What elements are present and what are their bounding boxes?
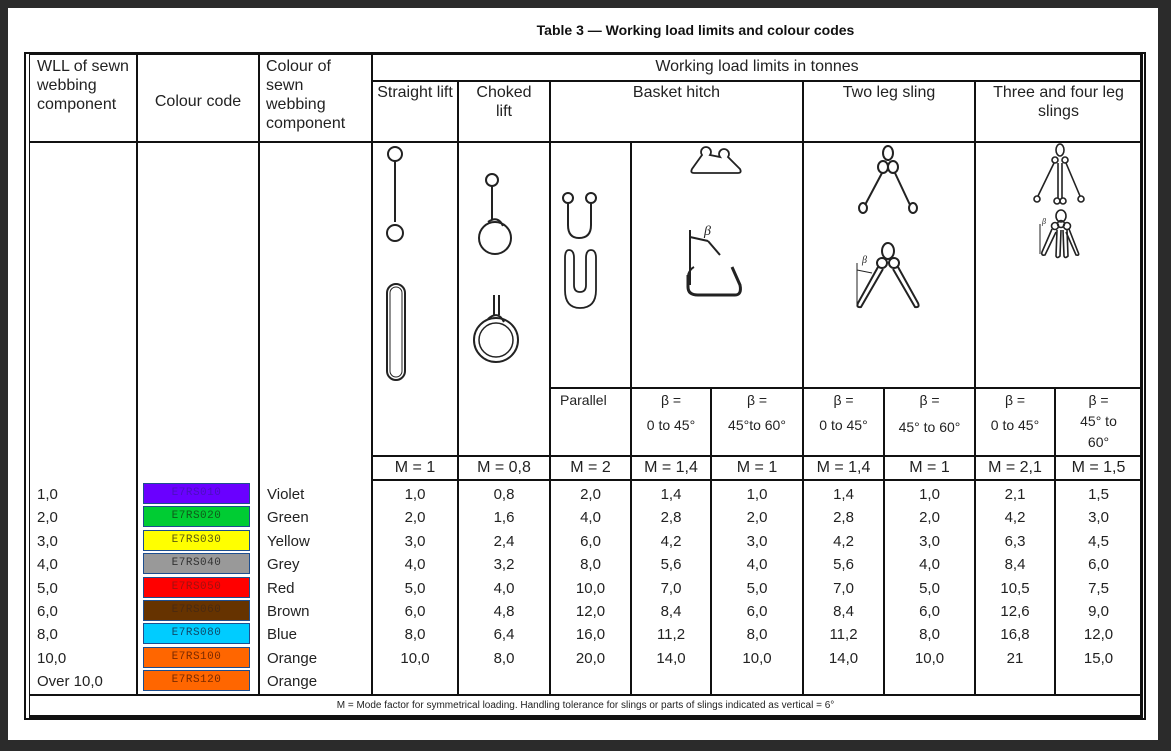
colour-swatch-orange: E7RS120 <box>143 670 250 691</box>
value-cell: 2,0 <box>746 509 768 527</box>
colour-name: Red <box>267 579 295 597</box>
mode-factor: M = 1,4 <box>644 459 698 476</box>
value-cell: 6,0 <box>580 532 601 550</box>
value-cell: 5,6 <box>660 556 682 574</box>
value-cell: 1,0 <box>746 486 768 503</box>
wll-value: 4,0 <box>37 556 58 574</box>
wll-column <box>37 483 135 694</box>
value-cell: 3,0 <box>1088 509 1109 527</box>
value-cell: 2,8 <box>660 509 682 527</box>
basket-0-45-values <box>632 483 710 670</box>
angle-range: 60° <box>1087 434 1110 450</box>
value-cell: 9,0 <box>1088 603 1109 621</box>
svg-text:β: β <box>862 255 867 266</box>
value-cell: 2,4 <box>493 532 515 550</box>
value-cell: 8,0 <box>746 626 768 644</box>
value-cell: 4,0 <box>919 556 940 574</box>
value-cell: 7,5 <box>1088 579 1109 597</box>
three-four-leg-sling-icon <box>1030 144 1090 264</box>
header-three-four-leg: Three and four leg slings <box>993 84 1124 120</box>
value-cell: 3,2 <box>493 556 515 574</box>
mode-factor: M = 1 <box>909 459 950 476</box>
basket-parallel-values <box>551 483 630 670</box>
value-cell: 16,0 <box>575 626 606 644</box>
colour-name: Green <box>267 509 309 527</box>
subheader-basket-beta-45-60 <box>712 388 802 438</box>
value-cell: 3,0 <box>404 532 426 550</box>
straight-lift-values <box>373 483 457 670</box>
value-cell: 7,0 <box>833 579 854 597</box>
value-cell: 11,2 <box>656 626 686 644</box>
beta-label: β = <box>660 392 682 408</box>
value-cell: 4,2 <box>833 532 854 550</box>
value-cell: 0,8 <box>493 486 515 503</box>
value-cell: 2,0 <box>404 509 426 527</box>
angle-range: 0 to 45° <box>990 417 1040 433</box>
value-cell: 21 <box>1006 649 1024 667</box>
mode-factor: M = 0,8 <box>477 459 531 476</box>
wll-value: Over 10,0 <box>37 673 103 691</box>
value-cell: 2,0 <box>919 509 940 527</box>
divider <box>30 141 1141 143</box>
value-cell: 6,3 <box>1004 532 1026 550</box>
value-cell: 4,5 <box>1088 532 1109 550</box>
value-cell: 8,0 <box>493 649 515 667</box>
beta-label: β = <box>833 392 854 408</box>
svg-text:β: β <box>1042 217 1046 226</box>
divider <box>30 694 1141 696</box>
three-leg-45-60-values <box>1056 483 1141 670</box>
value-cell: 5,0 <box>919 579 940 597</box>
table-title: Table 3 — Working load limits and colour codes <box>536 22 855 38</box>
divider <box>371 80 1141 82</box>
colour-swatch-brown: E7RS060 <box>143 600 250 621</box>
colour-name: Blue <box>267 626 298 644</box>
wll-value: 6,0 <box>37 603 58 621</box>
subheader-two-leg-beta-45-60 <box>885 388 974 440</box>
choked-lift-sling-icon <box>470 170 530 370</box>
value-cell: 6,0 <box>1088 556 1109 574</box>
value-cell: 2,0 <box>580 486 601 503</box>
colour-name: Orange <box>267 649 318 667</box>
header-wll-tonnes: Working load limits in tonnes <box>655 58 859 75</box>
value-cell: 3,0 <box>919 532 940 550</box>
table-footnote: M = Mode factor for symmetrical loading. Handling tolerance for slings or parts of slings indicated as vertical = 6° <box>336 700 835 711</box>
straight-lift-sling-icon <box>380 144 420 384</box>
colour-swatch-grey: E7RS040 <box>143 553 250 574</box>
angle-range: 0 to 45° <box>819 417 868 433</box>
subheader-two-leg-beta-0-45 <box>804 388 883 438</box>
value-cell: 8,4 <box>833 603 854 621</box>
header-wll: WLL of sewn webbing component <box>37 58 129 113</box>
colour-swatch-violet: E7RS010 <box>143 483 250 504</box>
mode-factor: M = 1,4 <box>816 459 871 476</box>
colour-swatch-green: E7RS020 <box>143 506 250 527</box>
colour-name: Violet <box>267 486 305 503</box>
beta-label: β = <box>1088 392 1109 408</box>
value-cell: 8,4 <box>660 603 682 621</box>
value-cell: 10,0 <box>400 649 430 667</box>
value-cell: 8,4 <box>1004 556 1026 574</box>
mode-factor: M = 2,1 <box>988 459 1042 476</box>
value-cell: 4,0 <box>580 509 601 527</box>
wll-value: 2,0 <box>37 509 58 527</box>
value-cell: 10,5 <box>1000 579 1030 597</box>
divider <box>258 55 260 695</box>
mode-factor: M = 1 <box>394 459 436 476</box>
value-cell: 11,2 <box>829 626 858 644</box>
two-leg-0-45-values <box>804 483 883 670</box>
colour-swatch-blue: E7RS080 <box>143 623 250 644</box>
angle-range: 45° to <box>1080 413 1117 429</box>
beta-label: β = <box>1004 392 1026 408</box>
wll-value: 3,0 <box>37 532 58 550</box>
colour-name: Grey <box>267 556 300 574</box>
subheader-three-leg-beta-0-45 <box>976 388 1054 438</box>
value-cell: 3,0 <box>746 532 768 550</box>
basket-angle-sling-icon <box>680 145 760 305</box>
basket-45-60-values <box>712 483 802 670</box>
value-cell: 1,5 <box>1088 486 1109 503</box>
value-cell: 20,0 <box>575 649 606 667</box>
mode-factor: M = 2 <box>570 459 611 476</box>
value-cell: 5,6 <box>833 556 854 574</box>
three-leg-0-45-values <box>976 483 1054 670</box>
subheader-parallel: Parallel <box>560 392 607 408</box>
wll-value: 5,0 <box>37 579 58 597</box>
value-cell: 2,8 <box>833 509 854 527</box>
value-cell: 6,0 <box>919 603 940 621</box>
value-cell: 2,1 <box>1004 486 1026 503</box>
value-cell: 1,4 <box>833 486 854 503</box>
value-cell: 15,0 <box>1083 649 1114 667</box>
header-basket-hitch: Basket hitch <box>632 84 721 101</box>
angle-range: 45° to 60° <box>898 419 961 435</box>
value-cell: 10,0 <box>742 649 772 667</box>
value-cell: 12,0 <box>1083 626 1114 644</box>
header-straight-lift: Straight lift <box>377 84 453 101</box>
angle-range: 45°to 60° <box>728 417 786 433</box>
value-cell: 10,0 <box>575 579 606 597</box>
basket-parallel-sling-icon <box>558 190 608 310</box>
value-cell: 12,0 <box>575 603 606 621</box>
colour-name: Brown <box>267 603 310 621</box>
value-cell: 8,0 <box>580 556 601 574</box>
value-cell: 1,0 <box>919 486 940 503</box>
colour-name: Orange <box>267 673 318 691</box>
colour-swatch-red: E7RS050 <box>143 577 250 598</box>
header-colour-of-webbing: Colour of sewn webbing component <box>266 58 346 132</box>
svg-text:β: β <box>704 224 711 239</box>
value-cell: 8,0 <box>404 626 426 644</box>
value-cell: 14,0 <box>656 649 686 667</box>
value-cell: 4,0 <box>493 579 515 597</box>
colour-name-column <box>267 483 367 694</box>
header-choked-lift: Choked lift <box>476 84 532 120</box>
divider <box>371 479 1141 481</box>
value-cell: 14,0 <box>828 649 859 667</box>
value-cell: 6,4 <box>493 626 515 644</box>
colour-swatch-yellow: E7RS030 <box>143 530 250 551</box>
colour-name: Yellow <box>267 532 310 550</box>
wll-value: 8,0 <box>37 626 58 644</box>
two-leg-sling-icon <box>850 145 930 310</box>
value-cell: 4,2 <box>660 532 682 550</box>
value-cell: 6,0 <box>746 603 768 621</box>
value-cell: 10,0 <box>914 649 945 667</box>
header-two-leg-sling: Two leg sling <box>842 84 936 101</box>
value-cell: 8,0 <box>919 626 940 644</box>
value-cell: 1,4 <box>660 486 682 503</box>
value-cell: 6,0 <box>404 603 426 621</box>
header-colour-code: Colour code <box>154 93 242 110</box>
wll-value: 1,0 <box>37 486 58 503</box>
mode-factor: M = 1 <box>736 459 778 476</box>
wll-value: 10,0 <box>37 649 67 667</box>
subheader-basket-beta-0-45 <box>632 388 710 438</box>
value-cell: 4,8 <box>493 603 515 621</box>
angle-range: 0 to 45° <box>646 417 696 433</box>
colour-code-column <box>143 483 253 694</box>
value-cell: 1,0 <box>404 486 426 503</box>
value-cell: 16,8 <box>1000 626 1030 644</box>
value-cell: 4,0 <box>746 556 768 574</box>
value-cell: 7,0 <box>660 579 682 597</box>
two-leg-45-60-values <box>885 483 974 670</box>
divider <box>136 55 138 695</box>
mode-factor: M = 1,5 <box>1071 459 1126 476</box>
value-cell: 5,0 <box>404 579 426 597</box>
subheader-three-leg-beta-45-60 <box>1056 388 1141 453</box>
value-cell: 4,0 <box>404 556 426 574</box>
colour-swatch-orange: E7RS100 <box>143 647 250 668</box>
beta-label: β = <box>746 392 768 408</box>
value-cell: 12,6 <box>1000 603 1030 621</box>
choked-lift-values <box>459 483 549 670</box>
value-cell: 4,2 <box>1004 509 1026 527</box>
value-cell: 1,6 <box>493 509 515 527</box>
beta-label: β = <box>919 392 940 408</box>
value-cell: 5,0 <box>746 579 768 597</box>
